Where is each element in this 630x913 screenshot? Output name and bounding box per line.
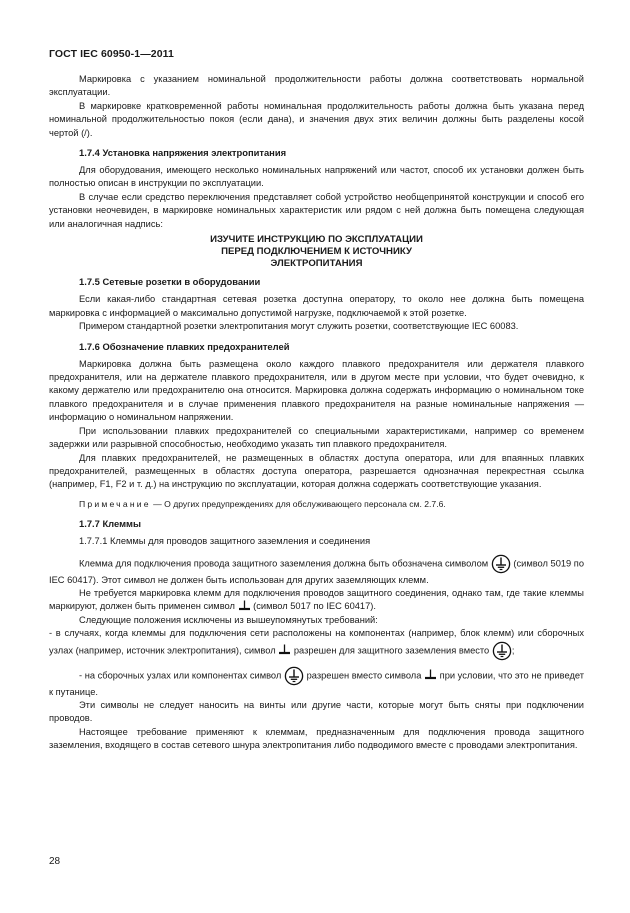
paragraph — [49, 554, 584, 587]
paragraph: Примером стандартной розетки электропитания могут служить розетки, соответствующие IEC 60083. — [79, 321, 519, 332]
protective-earth-icon — [491, 554, 511, 574]
bonding-earth-icon — [238, 600, 251, 613]
text-run: (символ 5017 по IEC 60417). — [253, 601, 376, 612]
warning-notice — [49, 234, 584, 269]
notice-line: ЭЛЕКТРОПИТАНИЯ — [270, 257, 363, 269]
text-run: разрешен для защитного заземления вместо — [293, 645, 490, 656]
text-run: - в случаях, когда клеммы для подключения сети расположены на компонентах (например, блок клемм) или сборочных узлах (например, источник электропитания), символ — [49, 628, 584, 656]
paragraph — [49, 627, 584, 660]
note-label: Примечание — [79, 498, 151, 509]
page-number: 28 — [49, 856, 61, 867]
paragraph: Эти символы не следует наносить на винты или другие части, которые могут быть сняты при подключении проводов. — [49, 699, 584, 724]
document-header: ГОСТ IEC 60950-1—2011 — [49, 48, 174, 60]
bonding-earth-icon — [424, 669, 437, 682]
document-page — [49, 48, 584, 753]
paragraph: Маркировка с указанием номинальной продолжительности работы должна соответствовать нормальной эксплуатации. — [49, 74, 584, 98]
paragraph: При использовании плавких предохранителей со специальными характеристиками, например со временем задержки или разрывной способностью, необходимо указать тип плавкого предохранителя. — [49, 425, 584, 450]
paragraph: Если какая-либо стандартная сетевая розетка доступна оператору, то около нее должна быть помещена маркировка с информацией о максимально допустимой нагрузке, подключаемой к этой розетке. — [49, 294, 584, 318]
note — [49, 498, 584, 511]
subsection-heading-1-7-7-1: 1.7.7.1 Клеммы для проводов защитного заземления и соединения — [79, 536, 371, 547]
paragraph: Следующие положения исключены из вышеупомянутых требований: — [79, 614, 378, 625]
paragraph: В случае если средство переключения представляет собой устройство необщепринятой конструкции и способ его установки неочевиден, в маркировке номинальных характеристик или рядом с ней должна быть помещена следующая или аналогичная надпись: — [49, 191, 584, 229]
protective-earth-icon — [492, 641, 512, 661]
text-run: (символ 5019 по IEC 60417). Этот символ не должен быть использован для других заземляющих клемм. — [49, 558, 585, 585]
section-heading-1-7-7: 1.7.7 Клеммы — [79, 518, 141, 530]
protective-earth-icon — [284, 666, 304, 686]
notice-line: ИЗУЧИТЕ ИНСТРУКЦИЮ ПО ЭКСПЛУАТАЦИИ — [210, 234, 423, 246]
paragraph: Для плавких предохранителей, не размещенных в областях доступа оператора, или для впаянных плавких предохранителей, размещенных в областях доступа оператора, разрешается однозначная перекрестная ссылка (например, F1, F2 и т. д.) на инструкцию по эксплуатации, которая должна содержать соответствующие указания. — [49, 452, 584, 490]
notice-line: ПЕРЕД ПОДКЛЮЧЕНИЕМ К ИСТОЧНИКУ — [221, 245, 412, 257]
bonding-earth-icon — [278, 644, 291, 657]
text-run: при условии, что это не приведет к путанице. — [49, 670, 584, 697]
text-run: ; — [511, 645, 515, 656]
note-text: — О других предупреждениях для обслуживающего персонала см. 2.7.6. — [153, 498, 446, 509]
section-heading-1-7-4: 1.7.4 Установка напряжения электропитания — [79, 147, 287, 159]
paragraph — [49, 666, 584, 699]
text-run: Не требуется маркировка клемм для подключения проводов защитного соединения, однако там, где такие клеммы маркируют, должен быть применен символ — [49, 587, 584, 612]
paragraph: Для оборудования, имеющего несколько номинальных напряжений или частот, способ их установки должен быть полностью описан в инструкции по эксплуатации. — [49, 165, 584, 189]
paragraph: В маркировке кратковременной работы номинальная продолжительность работы должна быть указана перед номинальной продолжительностью покоя (если дана), и значения двух этих величин должны быть разделены косой чертой (/). — [49, 100, 584, 138]
section-heading-1-7-5: 1.7.5 Сетевые розетки в оборудовании — [79, 276, 261, 288]
text-run: разрешен вместо символа — [306, 670, 422, 681]
text-run: - на сборочных узлах или компонентах символ — [79, 670, 282, 681]
text-run: Клемма для подключения провода защитного заземления должна быть обозначена символом — [79, 558, 489, 568]
paragraph: Настоящее требование применяют к клеммам, предназначенным для подключения провода защитного заземления, входящего в состав сетевого шнура электропитания либо подводимого вместе с проводами электропитания. — [49, 726, 584, 751]
paragraph: Маркировка должна быть размещена около каждого плавкого предохранителя или держателя плавкого предохранителя, или на держателе плавкого предохранителя, или в другом месте при условии, что будет очевидно, к какому держателю или предохранителю она относится. Маркировка должна содержать информацию о номинальном токе плавкого предохранителя и в случае применения плавкого предохранителя на разные номинальные напряжения — информацию о номинальном напряжении. — [49, 358, 584, 423]
paragraph — [49, 587, 584, 614]
section-heading-1-7-6: 1.7.6 Обозначение плавких предохранителей — [79, 340, 290, 352]
